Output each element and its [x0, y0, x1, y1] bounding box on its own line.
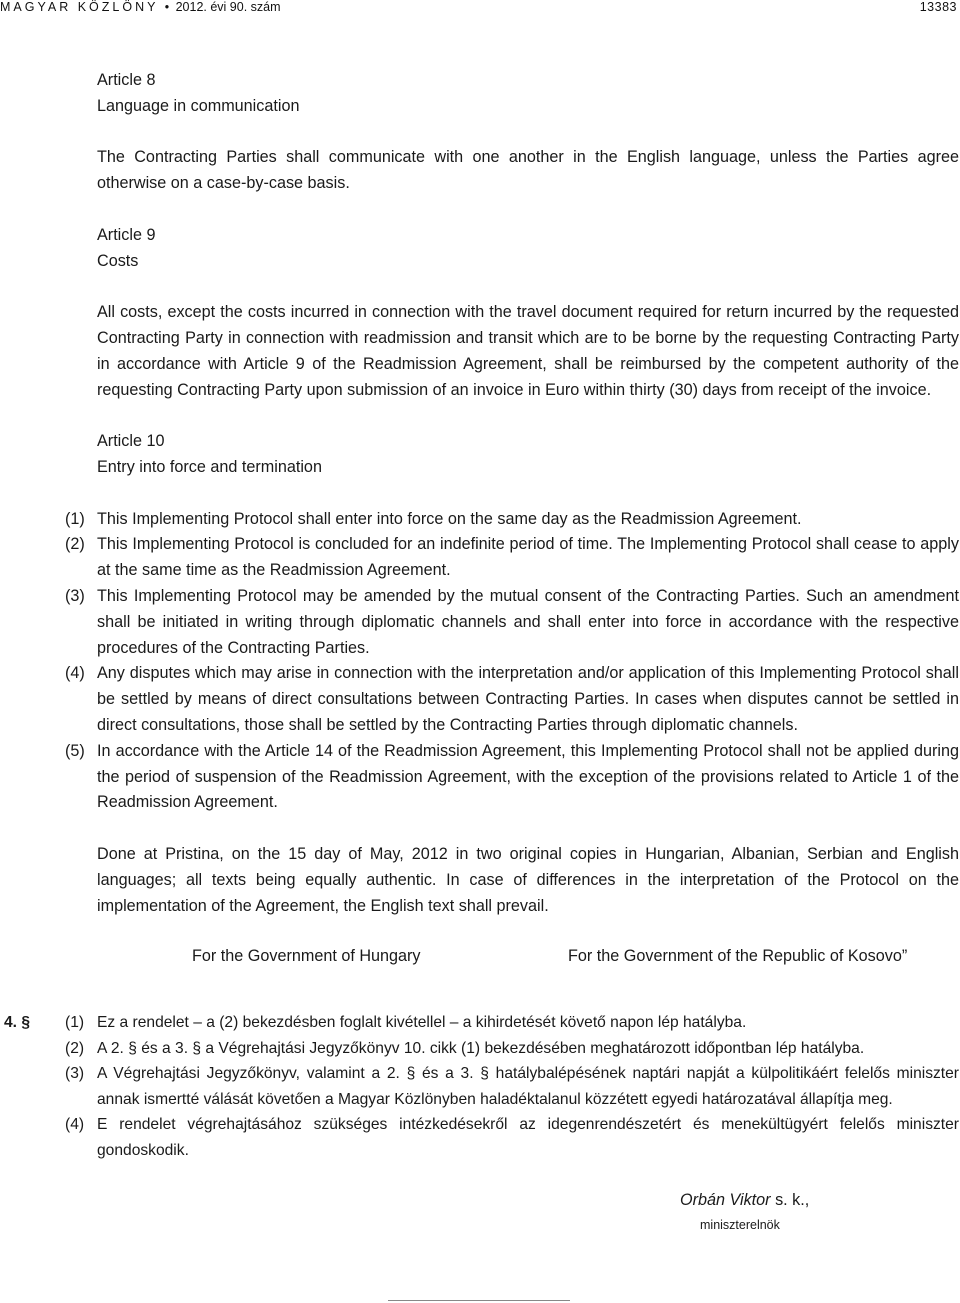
item-text: A 2. § és a 3. § a Végrehajtási Jegyzőkönyv 10. cikk (1) bekezdésében meghatározott időpontban lép hatályba.	[97, 1039, 865, 1057]
bullet-separator: •	[164, 0, 170, 14]
item-number: (5)	[65, 741, 85, 760]
article-10-subtitle: Entry into force and termination	[97, 457, 322, 476]
list-item	[65, 1036, 959, 1062]
list-item	[65, 1061, 959, 1112]
item-text: Ez a rendelet – a (2) bekezdésben foglalt kivétellel – a kihirdetését követő napon lép hatályba.	[97, 1014, 747, 1031]
item-number: (3)	[65, 586, 85, 605]
item-text: E rendelet végrehajtásához szükséges intézkedésekről az idegenrendészetért és menekültügyért felelős miniszter gondoskodik.	[97, 1116, 959, 1159]
item-number: (1)	[65, 1014, 85, 1031]
section-4-label: 4. §	[4, 1014, 31, 1031]
list-item	[65, 507, 959, 533]
item-number: (2)	[65, 1039, 85, 1057]
item-text: This Implementing Protocol shall enter into force on the same day as the Readmission Agreement.	[97, 509, 802, 528]
page-header	[0, 0, 960, 14]
list-item	[65, 661, 959, 738]
article-9-title: Article 9	[97, 225, 156, 244]
footer-rule	[388, 1300, 570, 1301]
journal-name: MAGYAR KÖZLÖNY	[0, 0, 159, 14]
article-10-title: Article 10	[97, 432, 165, 451]
article-8-heading	[97, 68, 959, 120]
page-number: 13383	[919, 0, 957, 14]
list-item	[65, 1010, 959, 1036]
running-head	[0, 0, 281, 14]
item-number: (1)	[65, 509, 85, 528]
article-8-title: Article 8	[97, 71, 156, 89]
section-4-list	[65, 1010, 959, 1164]
article-8-text: The Contracting Parties shall communicate with one another in the English language, unless the Parties agree otherwise on a case-by-case basis.	[97, 148, 959, 193]
article-10-list	[65, 507, 959, 817]
article-9-text: All costs, except the costs incurred in connection with the travel document required for return incurred by the requested Contracting Party in connection with readmission and transit which are to be borne by the requesting Contracting Party in accordance with Article 9 of the Readmission Agreement, shall be reimbursed by the competent authority of the requesting Contracting Party upon submission of an invoice in Euro within thirty (30) days from receipt of the invoice.	[97, 303, 959, 399]
list-item	[65, 739, 959, 816]
item-text: This Implementing Protocol may be amended by the mutual consent of the Contracting Parties. Such an amendment shall be initiated in writing through diplomatic channels and shall enter into force in accordance with the respective procedures of the Contracting Parties.	[97, 586, 959, 657]
done-at-paragraph: Done at Pristina, on the 15 day of May, 2012 in two original copies in Hungarian, Albanian, Serbian and English languages; all texts being equally authentic. In case of differences in the interpretation of the Protocol on the implementation of the Agreement, the English text shall prevail.	[97, 844, 959, 915]
signer-name: Orbán Viktor	[680, 1191, 771, 1209]
article-9-subtitle: Costs	[97, 251, 139, 270]
signer-title: miniszterelnök	[700, 1218, 780, 1232]
item-number: (4)	[65, 1116, 85, 1134]
item-text: A Végrehajtási Jegyzőkönyv, valamint a 2. § és a 3. § hatálybalépésének naptári napját a külpolitikáért felelős miniszter annak ismertté válását követően a Magyar Közlönyben haladéktalanul közzétett egyedi határozatával állapítja meg.	[97, 1065, 959, 1108]
signatory-kosovo: For the Government of the Republic of Kosovo”	[568, 947, 908, 965]
item-text: Any disputes which may arise in connection with the interpretation and/or application of this Implementing Protocol shall be settled by means of direct consultations between Contracting Parties. In cases when disputes cannot be settled in direct consultations, those shall be settled by the Contracting Parties through diplomatic channels.	[97, 664, 959, 734]
document-body	[65, 68, 959, 945]
item-number: (4)	[65, 664, 85, 683]
article-8-subtitle: Language in communication	[97, 96, 300, 115]
signer	[680, 1191, 809, 1210]
list-item	[65, 584, 959, 661]
item-text: This Implementing Protocol is concluded for an indefinite period of time. The Implementing Protocol shall cease to apply at the same time as the Readmission Agreement.	[97, 535, 959, 580]
list-item	[65, 1112, 959, 1163]
item-number: (3)	[65, 1065, 85, 1083]
signatory-hungary: For the Government of Hungary	[192, 947, 421, 965]
article-10-heading	[97, 429, 959, 481]
item-text: In accordance with the Article 14 of the Readmission Agreement, this Implementing Protocol shall not be applied during the period of suspension of the Readmission Agreement, with the exception of the provisions related to Article 1 of the Readmission Agreement.	[97, 741, 959, 812]
issue-number: 2012. évi 90. szám	[175, 0, 281, 14]
list-item	[65, 532, 959, 584]
item-number: (2)	[65, 535, 85, 554]
article-9-heading	[97, 223, 959, 275]
signer-suffix: s. k.,	[770, 1191, 810, 1209]
